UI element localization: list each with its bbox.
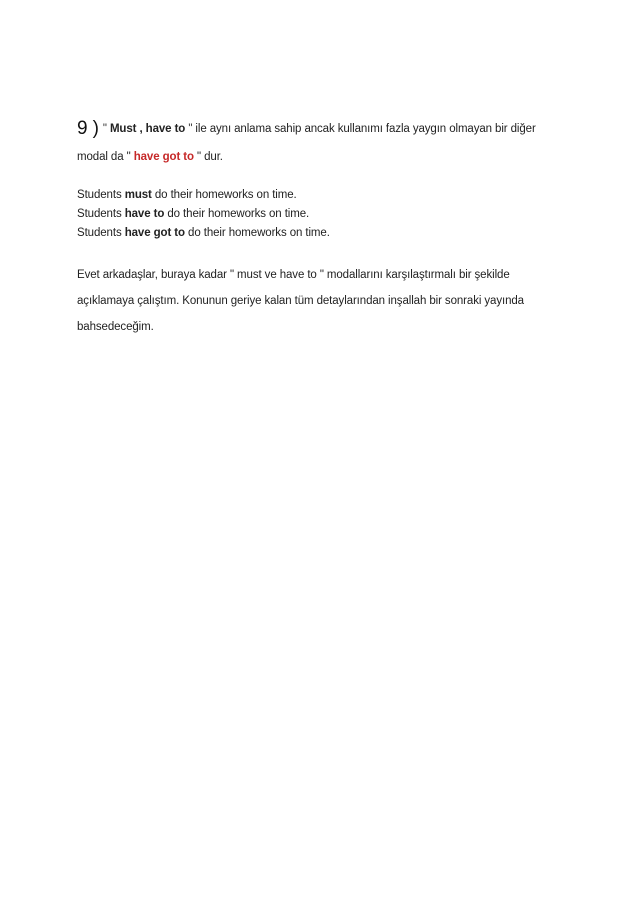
item-line-1: [77, 118, 577, 140]
item-terms: Must , have to: [109, 123, 186, 135]
example-modal: must: [124, 189, 152, 201]
close-quote: ": [185, 123, 193, 135]
item-number: 9 ): [77, 118, 99, 139]
example-modal: have to: [124, 208, 165, 220]
item-line-2-before: modal da ": [77, 151, 134, 163]
example-subject: Students: [77, 189, 125, 201]
closing-paragraph: [77, 262, 577, 340]
closing-line-2: açıklamaya çalıştım. Konunun geriye kalan tüm detaylarından inşallah bir sonraki yayında: [77, 295, 524, 307]
item-line-2-after: " dur.: [193, 151, 223, 163]
document-content: [77, 118, 577, 340]
open-quote: ": [102, 123, 110, 135]
example-predicate: do their homeworks on time.: [151, 189, 297, 201]
example-sentence: [77, 186, 577, 205]
examples-list: [77, 186, 577, 243]
example-sentence: [77, 205, 577, 224]
closing-line-3: bahsedeceğim.: [77, 321, 154, 333]
item-description: ile aynı anlama sahip ancak kullanımı fazla yaygın olmayan bir diğer: [192, 123, 536, 135]
closing-line-1: Evet arkadaşlar, buraya kadar " must ve have to " modallarını karşılaştırmalı bir şekilde: [77, 269, 510, 281]
example-predicate: do their homeworks on time.: [184, 227, 330, 239]
example-sentence: [77, 224, 577, 243]
item-paragraph: [77, 118, 577, 165]
example-subject: Students: [77, 208, 125, 220]
example-predicate: do their homeworks on time.: [164, 208, 310, 220]
highlight-term: have got to: [133, 151, 194, 163]
example-subject: Students: [77, 227, 125, 239]
example-modal: have got to: [124, 227, 185, 239]
item-line-2: [77, 149, 577, 165]
